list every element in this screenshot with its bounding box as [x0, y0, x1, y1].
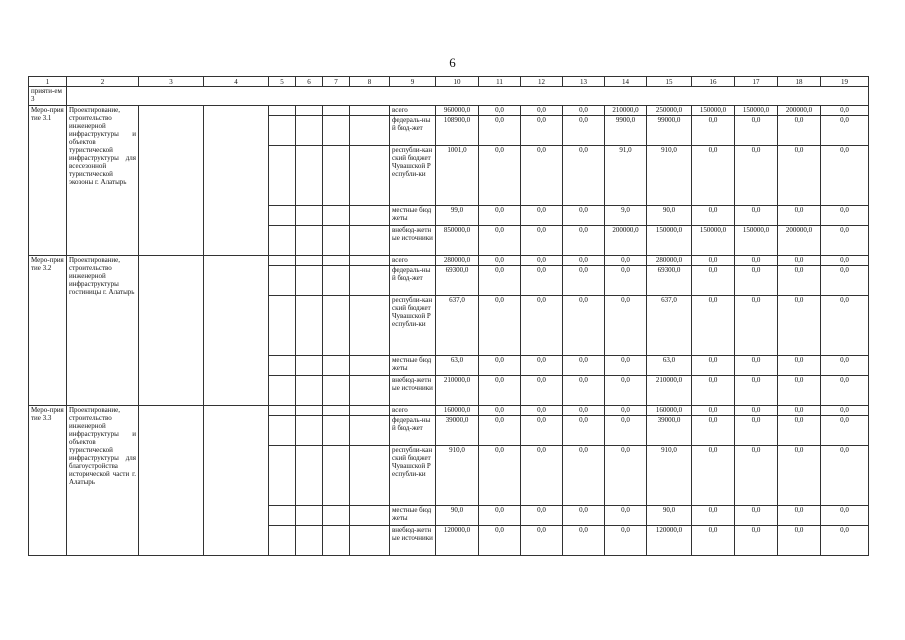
funding-source: всего	[390, 406, 436, 416]
value-cell: 0,0	[605, 376, 647, 406]
funding-source: всего	[390, 106, 436, 116]
empty-cell	[350, 356, 390, 376]
value-cell: 210000,0	[647, 376, 692, 406]
value-cell: 0,0	[521, 446, 563, 506]
empty-cell	[269, 256, 296, 266]
value-cell: 0,0	[821, 266, 869, 296]
value-cell: 0,0	[521, 526, 563, 556]
value-cell: 0,0	[479, 266, 521, 296]
column-header: 8	[350, 77, 390, 87]
value-cell: 0,0	[479, 506, 521, 526]
value-cell: 0,0	[778, 376, 821, 406]
empty-cell	[269, 446, 296, 506]
value-cell: 0,0	[479, 406, 521, 416]
value-cell: 0,0	[563, 266, 605, 296]
value-cell: 0,0	[692, 356, 735, 376]
empty-cell	[323, 446, 350, 506]
event-name: Проектирование, строительство инженерной инфраструктуры гостиницы г. Алатырь	[67, 256, 139, 406]
value-cell: 0,0	[605, 296, 647, 356]
value-cell: 0,0	[821, 416, 869, 446]
value-cell: 108900,0	[436, 116, 479, 146]
value-cell: 0,0	[778, 116, 821, 146]
value-cell: 0,0	[778, 406, 821, 416]
column-header: 1	[29, 77, 67, 87]
empty-cell	[296, 406, 323, 416]
value-cell: 0,0	[479, 416, 521, 446]
value-cell: 0,0	[563, 116, 605, 146]
value-cell: 0,0	[735, 526, 778, 556]
value-cell: 0,0	[692, 416, 735, 446]
value-cell: 120000,0	[436, 526, 479, 556]
value-cell: 0,0	[563, 146, 605, 206]
value-cell: 0,0	[735, 206, 778, 226]
value-cell: 0,0	[479, 206, 521, 226]
value-cell: 39000,0	[647, 416, 692, 446]
value-cell: 0,0	[778, 416, 821, 446]
value-cell: 0,0	[563, 106, 605, 116]
empty-cell	[323, 376, 350, 406]
value-cell: 0,0	[692, 256, 735, 266]
value-cell: 0,0	[778, 506, 821, 526]
value-cell: 0,0	[735, 146, 778, 206]
value-cell: 0,0	[821, 256, 869, 266]
value-cell: 0,0	[821, 146, 869, 206]
page-number: 6	[449, 55, 456, 70]
value-cell: 0,0	[479, 376, 521, 406]
empty-cell	[269, 526, 296, 556]
value-cell: 0,0	[778, 256, 821, 266]
value-cell: 63,0	[647, 356, 692, 376]
value-cell: 0,0	[521, 256, 563, 266]
continuation-empty	[67, 87, 869, 106]
value-cell: 0,0	[692, 376, 735, 406]
funding-source: федераль-ный бюд-жет	[390, 116, 436, 146]
value-cell: 0,0	[821, 206, 869, 226]
funding-source: федераль-ный бюд-жет	[390, 266, 436, 296]
event-name: Проектирование, строительство инженерной инфраструктуры и объектов туристической инфраструктуры для благоустройства исторической части г. Алатырь	[67, 406, 139, 556]
value-cell: 0,0	[821, 296, 869, 356]
value-cell: 0,0	[563, 446, 605, 506]
value-cell: 150000,0	[692, 106, 735, 116]
empty-cell	[296, 296, 323, 356]
value-cell: 0,0	[563, 526, 605, 556]
value-cell: 910,0	[647, 446, 692, 506]
empty-cell	[204, 256, 269, 406]
empty-cell	[296, 106, 323, 116]
empty-cell	[269, 376, 296, 406]
event-name: Проектирование, строительство инженерной инфраструктуры и объектов туристической инфраструктуры для всесезонной туристической экозоны г. Алатырь	[67, 106, 139, 256]
value-cell: 0,0	[479, 226, 521, 256]
funding-source: местные бюджеты	[390, 356, 436, 376]
empty-cell	[323, 406, 350, 416]
value-cell: 0,0	[778, 526, 821, 556]
event-code: Меро-приятие 3.1	[29, 106, 67, 256]
empty-cell	[296, 116, 323, 146]
value-cell: 0,0	[605, 406, 647, 416]
empty-cell	[139, 106, 204, 256]
value-cell: 0,0	[692, 406, 735, 416]
column-header: 2	[67, 77, 139, 87]
value-cell: 280000,0	[647, 256, 692, 266]
value-cell: 0,0	[692, 206, 735, 226]
value-cell: 0,0	[735, 416, 778, 446]
empty-cell	[350, 296, 390, 356]
value-cell: 200000,0	[605, 226, 647, 256]
value-cell: 9900,0	[605, 116, 647, 146]
column-header: 9	[390, 77, 436, 87]
value-cell: 0,0	[821, 356, 869, 376]
value-cell: 99,0	[436, 206, 479, 226]
funding-source: всего	[390, 256, 436, 266]
value-cell: 0,0	[778, 266, 821, 296]
empty-cell	[350, 406, 390, 416]
empty-cell	[296, 376, 323, 406]
value-cell: 0,0	[692, 146, 735, 206]
value-cell: 0,0	[778, 356, 821, 376]
value-cell: 0,0	[563, 296, 605, 356]
empty-cell	[296, 206, 323, 226]
empty-cell	[269, 406, 296, 416]
value-cell: 280000,0	[436, 256, 479, 266]
value-cell: 0,0	[521, 416, 563, 446]
value-cell: 0,0	[479, 526, 521, 556]
value-cell: 0,0	[521, 146, 563, 206]
value-cell: 0,0	[778, 146, 821, 206]
empty-cell	[296, 226, 323, 256]
empty-cell	[269, 146, 296, 206]
column-header: 18	[778, 77, 821, 87]
empty-cell	[296, 506, 323, 526]
empty-cell	[350, 416, 390, 446]
empty-cell	[269, 416, 296, 446]
value-cell: 0,0	[521, 406, 563, 416]
funding-source: республи-канский бюджет Чувашской Республи-ки	[390, 146, 436, 206]
value-cell: 637,0	[436, 296, 479, 356]
value-cell: 0,0	[563, 256, 605, 266]
continuation-row	[29, 87, 869, 106]
funding-source: республи-канский бюджет Чувашской Республи-ки	[390, 446, 436, 506]
header-row	[29, 77, 869, 87]
empty-cell	[139, 256, 204, 406]
value-cell: 960000,0	[436, 106, 479, 116]
value-cell: 910,0	[436, 446, 479, 506]
value-cell: 91,0	[605, 146, 647, 206]
value-cell: 120000,0	[647, 526, 692, 556]
budget-table	[28, 76, 869, 556]
value-cell: 910,0	[647, 146, 692, 206]
value-cell: 0,0	[735, 266, 778, 296]
value-cell: 0,0	[563, 206, 605, 226]
value-cell: 160000,0	[436, 406, 479, 416]
funding-source: внебюд-жетные источники	[390, 226, 436, 256]
empty-cell	[350, 446, 390, 506]
value-cell: 0,0	[521, 266, 563, 296]
empty-cell	[296, 256, 323, 266]
empty-cell	[269, 106, 296, 116]
value-cell: 0,0	[479, 356, 521, 376]
value-cell: 0,0	[479, 106, 521, 116]
value-cell: 0,0	[692, 266, 735, 296]
value-cell: 0,0	[563, 226, 605, 256]
value-cell: 0,0	[563, 406, 605, 416]
empty-cell	[204, 106, 269, 256]
value-cell: 0,0	[821, 506, 869, 526]
value-cell: 39000,0	[436, 416, 479, 446]
value-cell: 150000,0	[735, 106, 778, 116]
value-cell: 210000,0	[436, 376, 479, 406]
empty-cell	[269, 506, 296, 526]
value-cell: 0,0	[605, 446, 647, 506]
value-cell: 0,0	[605, 266, 647, 296]
column-header: 3	[139, 77, 204, 87]
empty-cell	[269, 206, 296, 226]
value-cell: 0,0	[521, 206, 563, 226]
value-cell: 0,0	[563, 506, 605, 526]
funding-source: местные бюджеты	[390, 506, 436, 526]
empty-cell	[296, 416, 323, 446]
column-header: 17	[735, 77, 778, 87]
value-cell: 0,0	[521, 296, 563, 356]
value-cell: 200000,0	[778, 226, 821, 256]
value-cell: 0,0	[521, 376, 563, 406]
value-cell: 0,0	[735, 296, 778, 356]
value-cell: 69300,0	[647, 266, 692, 296]
column-header: 12	[521, 77, 563, 87]
value-cell: 250000,0	[647, 106, 692, 116]
empty-cell	[323, 506, 350, 526]
value-cell: 0,0	[563, 416, 605, 446]
empty-cell	[323, 256, 350, 266]
empty-cell	[350, 376, 390, 406]
value-cell: 99000,0	[647, 116, 692, 146]
value-cell: 150000,0	[647, 226, 692, 256]
value-cell: 90,0	[647, 506, 692, 526]
value-cell: 0,0	[563, 376, 605, 406]
value-cell: 0,0	[821, 406, 869, 416]
column-header: 5	[269, 77, 296, 87]
empty-cell	[269, 116, 296, 146]
funding-source: республи-канский бюджет Чувашской Республи-ки	[390, 296, 436, 356]
value-cell: 160000,0	[647, 406, 692, 416]
value-cell: 850000,0	[436, 226, 479, 256]
value-cell: 0,0	[479, 296, 521, 356]
value-cell: 0,0	[821, 526, 869, 556]
empty-cell	[323, 116, 350, 146]
continuation-label: прияти-ем 3	[29, 87, 67, 106]
table-row	[29, 256, 869, 266]
empty-cell	[350, 116, 390, 146]
value-cell: 0,0	[479, 146, 521, 206]
empty-cell	[323, 206, 350, 226]
value-cell: 0,0	[778, 446, 821, 506]
empty-cell	[350, 206, 390, 226]
value-cell: 0,0	[521, 356, 563, 376]
value-cell: 0,0	[479, 446, 521, 506]
value-cell: 0,0	[735, 356, 778, 376]
empty-cell	[350, 526, 390, 556]
empty-cell	[323, 296, 350, 356]
column-header: 16	[692, 77, 735, 87]
column-header: 14	[605, 77, 647, 87]
empty-cell	[323, 416, 350, 446]
value-cell: 150000,0	[735, 226, 778, 256]
empty-cell	[350, 256, 390, 266]
value-cell: 0,0	[821, 446, 869, 506]
value-cell: 0,0	[521, 226, 563, 256]
empty-cell	[296, 146, 323, 206]
value-cell: 0,0	[605, 416, 647, 446]
empty-cell	[269, 266, 296, 296]
value-cell: 0,0	[605, 506, 647, 526]
value-cell: 200000,0	[778, 106, 821, 116]
value-cell: 90,0	[647, 206, 692, 226]
value-cell: 0,0	[778, 296, 821, 356]
value-cell: 0,0	[735, 256, 778, 266]
empty-cell	[139, 406, 204, 556]
empty-cell	[296, 356, 323, 376]
empty-cell	[323, 146, 350, 206]
funding-source: внебюд-жетные источники	[390, 376, 436, 406]
value-cell: 0,0	[735, 506, 778, 526]
value-cell: 0,0	[521, 506, 563, 526]
empty-cell	[323, 356, 350, 376]
value-cell: 0,0	[605, 526, 647, 556]
value-cell: 0,0	[735, 376, 778, 406]
column-header: 7	[323, 77, 350, 87]
empty-cell	[323, 106, 350, 116]
value-cell: 0,0	[821, 226, 869, 256]
table-row	[29, 106, 869, 116]
event-code: Меро-приятие 3.2	[29, 256, 67, 406]
value-cell: 1001,0	[436, 146, 479, 206]
empty-cell	[350, 506, 390, 526]
value-cell: 0,0	[778, 206, 821, 226]
value-cell: 0,0	[821, 116, 869, 146]
empty-cell	[350, 106, 390, 116]
funding-source: местные бюджеты	[390, 206, 436, 226]
column-header: 6	[296, 77, 323, 87]
value-cell: 0,0	[521, 106, 563, 116]
empty-cell	[296, 446, 323, 506]
column-header: 10	[436, 77, 479, 87]
value-cell: 0,0	[821, 376, 869, 406]
empty-cell	[323, 226, 350, 256]
value-cell: 0,0	[692, 526, 735, 556]
value-cell: 0,0	[735, 446, 778, 506]
value-cell: 0,0	[821, 106, 869, 116]
value-cell: 0,0	[692, 116, 735, 146]
value-cell: 0,0	[735, 116, 778, 146]
value-cell: 0,0	[692, 296, 735, 356]
value-cell: 63,0	[436, 356, 479, 376]
column-header: 19	[821, 77, 869, 87]
empty-cell	[269, 296, 296, 356]
value-cell: 637,0	[647, 296, 692, 356]
value-cell: 0,0	[692, 446, 735, 506]
value-cell: 150000,0	[692, 226, 735, 256]
empty-cell	[350, 146, 390, 206]
value-cell: 0,0	[521, 116, 563, 146]
column-header: 11	[479, 77, 521, 87]
event-code: Меро-приятие 3.3	[29, 406, 67, 556]
table-row	[29, 406, 869, 416]
value-cell: 90,0	[436, 506, 479, 526]
value-cell: 0,0	[692, 506, 735, 526]
value-cell: 210000,0	[605, 106, 647, 116]
funding-source: внебюд-жетные источники	[390, 526, 436, 556]
empty-cell	[296, 266, 323, 296]
value-cell: 0,0	[479, 116, 521, 146]
column-header: 4	[204, 77, 269, 87]
empty-cell	[323, 526, 350, 556]
value-cell: 0,0	[563, 356, 605, 376]
empty-cell	[296, 526, 323, 556]
table-body	[29, 77, 869, 556]
funding-source: федераль-ный бюд-жет	[390, 416, 436, 446]
empty-cell	[350, 226, 390, 256]
value-cell: 0,0	[735, 406, 778, 416]
empty-cell	[204, 406, 269, 556]
empty-cell	[269, 356, 296, 376]
empty-cell	[350, 266, 390, 296]
value-cell: 9,0	[605, 206, 647, 226]
column-header: 13	[563, 77, 605, 87]
value-cell: 0,0	[479, 256, 521, 266]
column-header: 15	[647, 77, 692, 87]
value-cell: 0,0	[605, 256, 647, 266]
empty-cell	[269, 226, 296, 256]
empty-cell	[323, 266, 350, 296]
value-cell: 69300,0	[436, 266, 479, 296]
value-cell: 0,0	[605, 356, 647, 376]
